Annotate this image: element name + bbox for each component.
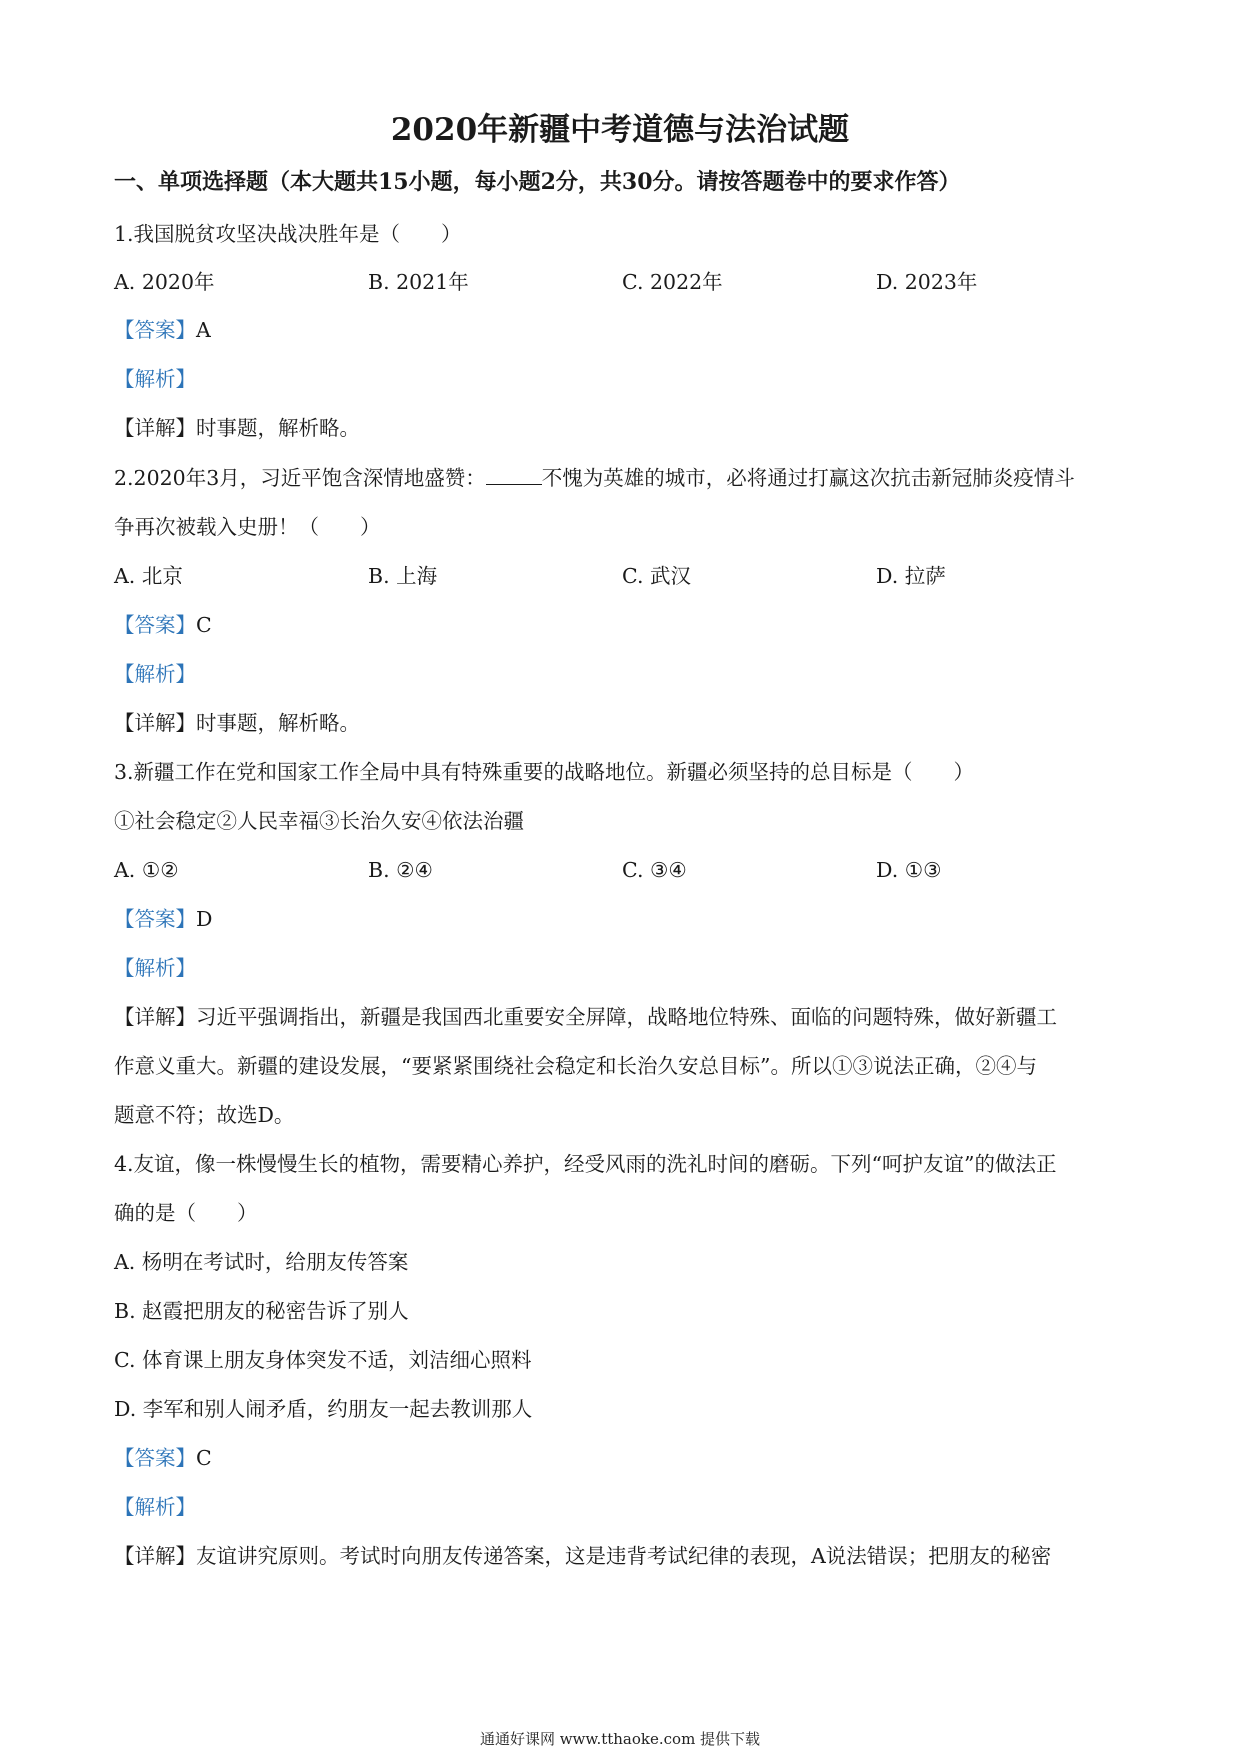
question-2-stem-line2: 争再次被载入史册！（ ） <box>114 515 381 539</box>
q3-option-a: A. ①② <box>114 858 179 882</box>
question-1-stem: 1.我国脱贫攻坚决战决胜年是（ ） <box>114 222 462 246</box>
q1-analysis <box>114 365 1134 393</box>
detail-tag: 【详解】 <box>114 1005 196 1029</box>
question-3-stem: 3.新疆工作在党和国家工作全局中具有特殊重要的战略地位。新疆必须坚持的总目标是（ ） <box>114 760 975 784</box>
q2-detail-text: 时事题，解析略。 <box>196 711 360 735</box>
q2-answer-value: C <box>196 613 212 637</box>
q4-analysis <box>114 1493 1134 1521</box>
q4-answer-value: C <box>196 1446 212 1470</box>
q3-detail-line2: 作意义重大。新疆的建设发展，“要紧紧围绕社会稳定和长治久安总目标”。所以①③说法正确，②④与 <box>114 1054 1037 1078</box>
q2-detail <box>114 709 1134 737</box>
q4-option-c: C. 体育课上朋友身体突发不适，刘洁细心照料 <box>114 1348 532 1372</box>
analysis-tag: 【解析】 <box>114 662 196 686</box>
question-4-stem-line2: 确的是（ ） <box>114 1201 258 1225</box>
section-heading: 一、单项选择题（本大题共15小题，每小题2分，共30分。请按答题卷中的要求作答） <box>114 169 961 195</box>
q3-answer <box>114 905 1134 933</box>
answer-tag: 【答案】 <box>114 1446 196 1470</box>
q1-option-b: B. 2021年 <box>368 270 469 294</box>
q4-detail <box>114 1542 1134 1570</box>
q1-answer <box>114 316 1134 344</box>
analysis-tag: 【解析】 <box>114 956 196 980</box>
q2-option-b: B. 上海 <box>368 564 438 588</box>
analysis-tag: 【解析】 <box>114 367 196 391</box>
q1-option-c: C. 2022年 <box>622 270 723 294</box>
q3-items: ①社会稳定②人民幸福③长治久安④依法治疆 <box>114 809 524 833</box>
q4-option-d: D. 李军和别人闹矛盾，约朋友一起去教训那人 <box>114 1397 533 1421</box>
q3-detail-text-1: 习近平强调指出，新疆是我国西北重要安全屏障，战略地位特殊、面临的问题特殊，做好新疆工 <box>196 1005 1057 1029</box>
q3-answer-value: D <box>196 907 213 931</box>
answer-tag: 【答案】 <box>114 318 196 342</box>
q3-detail-line3: 题意不符；故选D。 <box>114 1103 295 1127</box>
q3-analysis <box>114 954 1134 982</box>
q1-detail-text: 时事题，解析略。 <box>196 416 360 440</box>
page-title: 2020年新疆中考道德与法治试题 <box>390 112 850 148</box>
q1-answer-value: A <box>196 318 211 342</box>
fill-blank <box>486 466 542 485</box>
q3-option-d: D. ①③ <box>876 858 942 882</box>
answer-tag: 【答案】 <box>114 907 196 931</box>
detail-tag: 【详解】 <box>114 711 196 735</box>
q2-option-a: A. 北京 <box>114 564 183 588</box>
q4-option-a: A. 杨明在考试时，给朋友传答案 <box>114 1250 409 1274</box>
q2-option-c: C. 武汉 <box>622 564 691 588</box>
detail-tag: 【详解】 <box>114 1544 196 1568</box>
q2-option-d: D. 拉萨 <box>876 564 946 588</box>
analysis-tag: 【解析】 <box>114 1495 196 1519</box>
q1-option-a: A. 2020年 <box>114 270 215 294</box>
detail-tag: 【详解】 <box>114 416 196 440</box>
question-2-stem <box>114 464 1134 492</box>
question-4-stem: 4.友谊，像一株慢慢生长的植物，需要精心养护，经受风雨的洗礼时间的磨砺。下列“呵护友谊”的做法正 <box>114 1152 1057 1176</box>
q1-detail <box>114 414 1134 442</box>
q4-answer <box>114 1444 1134 1472</box>
q3-option-b: B. ②④ <box>368 858 433 882</box>
q1-option-d: D. 2023年 <box>876 270 978 294</box>
q2-stem-before: 2.2020年3月，习近平饱含深情地盛赞： <box>114 466 486 490</box>
q4-detail-text: 友谊讲究原则。考试时向朋友传递答案，这是违背考试纪律的表现，A说法错误；把朋友的秘密 <box>196 1544 1052 1568</box>
q4-option-b: B. 赵霞把朋友的秘密告诉了别人 <box>114 1299 409 1323</box>
q2-stem-after: 不愧为英雄的城市，必将通过打赢这次抗击新冠肺炎疫情斗 <box>541 466 1075 490</box>
q3-detail-line1 <box>114 1003 1134 1031</box>
q2-answer <box>114 611 1134 639</box>
answer-tag: 【答案】 <box>114 613 196 637</box>
q2-analysis <box>114 660 1134 688</box>
page-footer: 通通好课网 www.tthaoke.com 提供下载 <box>479 1730 761 1748</box>
q3-option-c: C. ③④ <box>622 858 687 882</box>
